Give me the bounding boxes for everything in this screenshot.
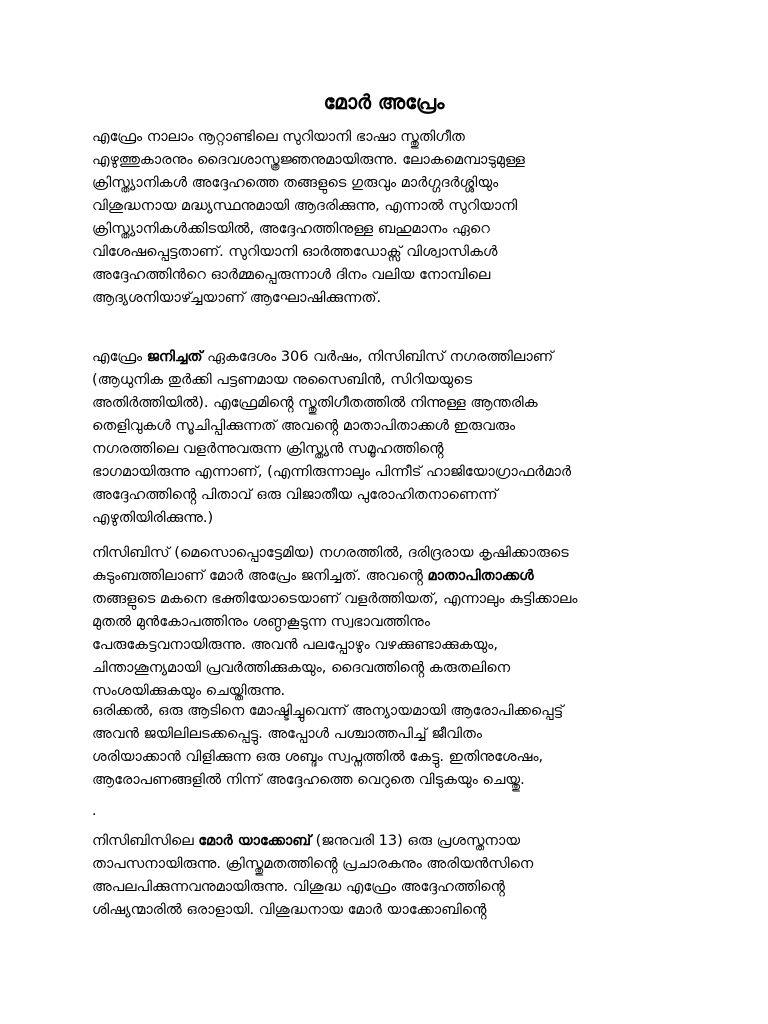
bold-term-mor-yakob: മോർ യാക്കോബ് [198, 833, 312, 849]
text-line: എഴുതിയിരിക്കുന്നു.) [92, 510, 214, 526]
text-run: ഏകദേശം 306 വർഷം, നിസിബിസ് നഗരത്തിലാണ് [202, 349, 554, 365]
text-line: വിശേഷപ്പെട്ടതാണ്. സുറിയാനി ഓർത്തഡോക്സ് വിശ്വാസികൾ [92, 244, 498, 260]
paragraph-prison [92, 700, 676, 792]
text-line: തങ്ങളുടെ മകനെ ഭക്തിയോടെയാണ് വളർത്തിയത്, എന്നാലും കുട്ടിക്കാലം [92, 591, 578, 607]
text-line: നിസിബിസ് (മെസൊപ്പൊട്ടേമിയ) നഗരത്തിൽ, ദരിദ്രരായ കൃഷിക്കാരുടെ [92, 545, 569, 561]
text-line: അപലപിക്കുന്നവനുമായിരുന്നു. വിശുദ്ധ എഫ്രേം അദ്ദേഹത്തിൻ്റെ [92, 879, 505, 895]
text-line: നഗരത്തിലെ വളർന്നുവരുന്ന ക്രിസ്ത്യൻ സമൂഹത്തിൻ്റെ [92, 441, 444, 457]
text-line [92, 346, 676, 369]
paragraph-mor-yakob [92, 830, 676, 922]
paragraph-birth [92, 346, 676, 530]
text-run: എഫ്രേം [92, 349, 147, 365]
text-line: അതിർത്തിയിൽ). എഫ്രേമിൻ്റെ സ്തുതിഗീതത്തിൽ നിന്നുള്ള ആന്തരിക [92, 395, 538, 411]
text-line: മുതൽ മുൻകോപത്തിനും ശണ്ഠകൂടുന്ന സ്വഭാവത്തിനും [92, 614, 430, 630]
text-line: തെളിവുകൾ സൂചിപ്പിക്കുന്നത് അവൻ്റെ മാതാപിതാക്കൾ ഇരുവരും [92, 418, 516, 434]
text-line: സംശയിക്കുകയും ചെയ്തിരുന്നു. [92, 683, 286, 699]
separator-dot: . [92, 803, 97, 819]
text-line: ആദ്യശനിയാഴ്ച്ചയാണ് ആഘോഷിക്കുന്നത്. [92, 290, 382, 306]
bold-term-parents: മാതാപിതാക്കൾ [427, 568, 534, 584]
text-line: ഒരിക്കൽ, ഒരു ആടിനെ മോഷ്ടിച്ചുവെന്ന് അന്യായമായി ആരോപിക്കപ്പെട്ട് [92, 703, 564, 719]
text-line: (ആധുനിക തുർക്കി പട്ടണമായ നുസൈബിൻ, സിറിയയുടെ [92, 372, 473, 388]
text-line: വിശുദ്ധനായ മദ്ധ്യസ്ഥനുമായി ആദരിക്കുന്നു, എന്നാൽ സുറിയാനി [92, 198, 518, 214]
text-line: താപസനായിരുന്നു. ക്രിസ്തുമതത്തിൻ്റെ പ്രചാരകനും അരിയൻസിനെ [92, 856, 534, 872]
text-run: നിസിബിസിലെ [92, 833, 199, 849]
text-line: ചിന്താശൂന്യമായി പ്രവർത്തിക്കുകയും, ദൈവത്തിൻ്റെ കരുതലിനെ [92, 660, 511, 676]
text-run: (ജനുവരി 13) ഒരു പ്രശസ്തനായ [311, 833, 521, 849]
text-line [92, 565, 676, 588]
bold-term-born: ജനിച്ചത് [146, 349, 203, 365]
text-line: ക്രിസ്ത്യാനികൾ അദ്ദേഹത്തെ തങ്ങളുടെ ഗുരുവും മാർഗ്ഗദർശ്ശിയും [92, 175, 499, 191]
text-line: എഫ്രേം നാലാം നൂറ്റാണ്ടിലെ സുറിയാനി ഭാഷാ സ്തുതിഗീത [92, 129, 465, 145]
text-line: ഭാഗമായിരുന്നു എന്നാണ്, (എന്നിരുന്നാലും പിന്നീട് ഹാജിയോഗ്രാഫർമാർ [92, 464, 572, 480]
page-title: മോർ അപ്രേം [323, 90, 445, 114]
text-line: ആരോപണങ്ങളിൽ നിന്ന് അദ്ദേഹത്തെ വെറുതെ വിടുകയും ചെയ്തു. [92, 772, 525, 788]
text-line: അവൻ ജയിലിലടക്കപ്പെട്ടു. അപ്പോൾ പശ്ചാത്തപിച്ച് ജീവിതം [92, 726, 482, 742]
text-run: കുടുംബത്തിലാണ് മോർ അപ്രേം ജനിച്ചത്. അവൻ്റെ [92, 568, 428, 584]
paragraph-intro [92, 126, 676, 310]
text-line: ക്രിസ്ത്യാനികൾക്കിടയിൽ, അദ്ദേഹത്തിനുള്ള ബഹുമാനം ഏറെ [92, 221, 490, 237]
text-line: അദ്ദേഹത്തിൻറെ ഓർമ്മപ്പെരുന്നാൾ ദിനം വലിയ നോമ്പിലെ [92, 267, 491, 283]
text-line: പേരുകേട്ടവനായിരുന്നു. അവൻ പലപ്പോഴും വഴക്കുണ്ടാക്കുകയും, [92, 637, 498, 653]
text-line [92, 830, 676, 853]
text-line: അദ്ദേഹത്തിൻ്റെ പിതാവ് ഒരു വിജാതീയ പുരോഹിതനാണെന്ന് [92, 487, 498, 503]
text-line: ശിഷ്യന്മാരിൽ ഒരാളായി. വിശുദ്ധനായ മോർ യാക്കോബിൻ്റെ [92, 902, 487, 918]
text-line: ശരിയാക്കാൻ വിളിക്കുന്ന ഒരു ശബ്ദം സ്വപ്നത്തിൽ കേട്ടു. ഇതിനുശേഷം, [92, 749, 544, 765]
paragraph-childhood [92, 542, 676, 703]
text-line: എഴുത്തുകാരനും ദൈവശാസ്ത്രജ്ഞനുമായിരുന്നു. ലോകമെമ്പാടുമുള്ള [92, 152, 525, 168]
